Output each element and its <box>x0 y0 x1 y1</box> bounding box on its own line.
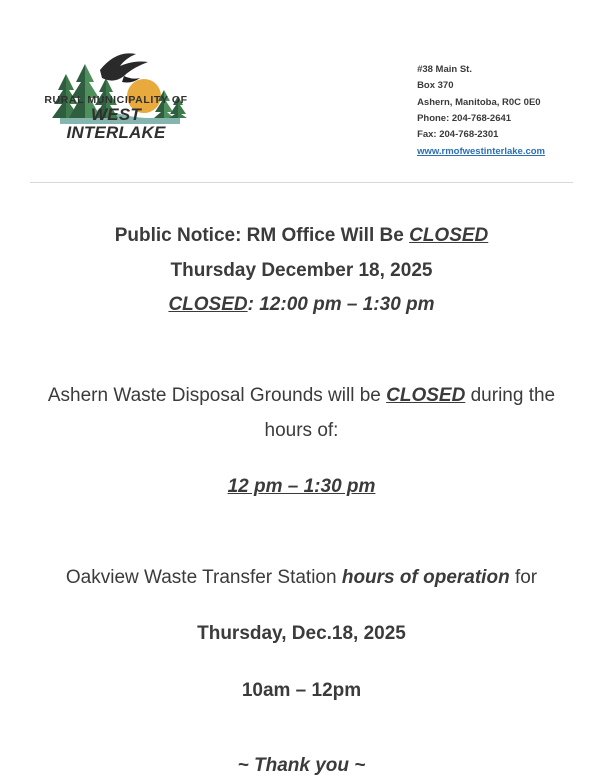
contact-block <box>417 40 573 160</box>
notice-ashern-tail: during the <box>465 384 556 406</box>
spacer-4 <box>36 599 567 621</box>
notice-office-lead: Public Notice: RM Office Will Be <box>114 224 410 246</box>
notice-ashern-tail2: hours of: <box>264 419 339 441</box>
notice-ashern-hours: 12 pm – 1:30 pm <box>227 476 376 498</box>
notice-office-closed-word: CLOSED <box>409 224 489 246</box>
contact-fax: Fax: 204-768-2301 <box>417 129 499 141</box>
contact-street: #38 Main St. <box>417 64 472 75</box>
notice-office-times-line <box>36 292 567 318</box>
contact-phone: Phone: 204-768-2641 <box>417 112 512 124</box>
notice-office-times-value: : 12:00 pm – 1:30 pm <box>247 294 435 316</box>
notice-oakview-emphasis: hours of operation <box>341 566 510 588</box>
contact-city: Ashern, Manitoba, R0C 0E0 <box>417 96 541 108</box>
notice-ashern-closed-word: CLOSED <box>386 384 466 406</box>
contact-box: Box 370 <box>417 80 454 92</box>
logo-wordmark <box>40 95 192 142</box>
logo-line-1: RURAL MUNICIPALITY OF <box>44 94 188 107</box>
notice-oakview-tail: for <box>509 566 538 588</box>
spacer-2 <box>36 452 567 474</box>
municipality-logo <box>30 40 200 144</box>
contact-website-link[interactable]: www.rmofwestinterlake.com <box>417 145 545 157</box>
notice-ashern-lead: Ashern Waste Disposal Grounds will be <box>47 384 387 406</box>
notice-oakview-date: Thursday, Dec.18, 2025 <box>197 623 406 645</box>
logo-line-2: WEST INTERLAKE <box>66 105 166 143</box>
notice-ashern-line <box>36 383 567 409</box>
notice-oakview-hours: 10am – 12pm <box>241 680 362 702</box>
notice-oakview-lead: Oakview Waste Transfer Station <box>65 566 342 588</box>
notice-office-closed-line <box>36 223 567 249</box>
spacer-3 <box>36 509 567 565</box>
page-header <box>0 0 603 160</box>
notice-closing: ~ Thank you ~ <box>237 754 366 776</box>
spacer-6 <box>36 713 567 753</box>
notice-office-times-label: CLOSED <box>168 294 248 316</box>
spacer-1 <box>36 327 567 383</box>
notice-body <box>0 183 603 778</box>
notice-oakview-line <box>36 565 567 591</box>
spacer-5 <box>36 656 567 678</box>
notice-office-date: Thursday December 18, 2025 <box>170 259 433 281</box>
